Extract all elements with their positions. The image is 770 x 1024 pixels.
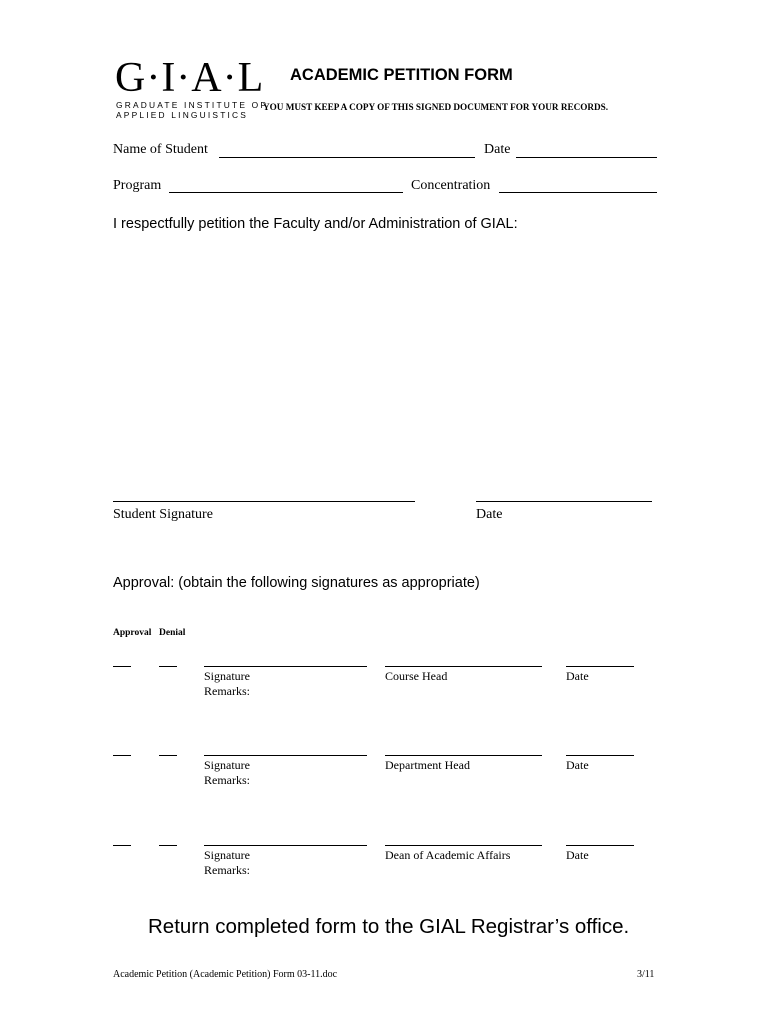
signature-line[interactable] xyxy=(204,845,367,846)
denial-column-header: Denial xyxy=(159,628,186,638)
approval-date-line[interactable] xyxy=(566,845,634,846)
date-label: Date xyxy=(484,142,511,157)
denial-checkbox-line[interactable] xyxy=(159,666,177,667)
approval-heading: Approval: (obtain the following signatures as appropriate) xyxy=(113,575,480,591)
approval-date-label: Date xyxy=(566,669,589,683)
petition-text-area[interactable] xyxy=(113,245,657,490)
student-name-field[interactable] xyxy=(219,157,475,158)
logo-subtitle-line1: GRADUATE INSTITUTE OF xyxy=(116,100,268,110)
signature-label: Signature xyxy=(204,669,250,683)
student-signature-label: Student Signature xyxy=(113,507,213,522)
denial-checkbox-line[interactable] xyxy=(159,845,177,846)
approval-column-header: Approval xyxy=(113,628,152,638)
remarks-label: Remarks: xyxy=(204,773,250,787)
student-date-line[interactable] xyxy=(476,501,652,502)
role-label: Dean of Academic Affairs xyxy=(385,848,511,862)
footer-filename: Academic Petition (Academic Petition) Form 03-11.doc xyxy=(113,969,338,980)
denial-checkbox-line[interactable] xyxy=(159,755,177,756)
student-name-label: Name of Student xyxy=(113,142,208,157)
signature-line[interactable] xyxy=(204,666,367,667)
approval-checkbox-line[interactable] xyxy=(113,755,131,756)
form-title: ACADEMIC PETITION FORM xyxy=(290,66,513,84)
petition-statement: I respectfully petition the Faculty and/or Administration of GIAL: xyxy=(113,216,518,232)
approval-date-label: Date xyxy=(566,758,589,772)
student-date-label: Date xyxy=(476,507,503,522)
signature-label: Signature xyxy=(204,758,250,772)
student-signature-line[interactable] xyxy=(113,501,415,502)
date-field[interactable] xyxy=(516,157,657,158)
program-field[interactable] xyxy=(169,192,403,193)
concentration-field[interactable] xyxy=(499,192,657,193)
logo-subtitle-line2: APPLIED LINGUISTICS xyxy=(116,110,249,120)
approval-checkbox-line[interactable] xyxy=(113,666,131,667)
approval-date-line[interactable] xyxy=(566,755,634,756)
gial-logo: G·I·A·L xyxy=(115,55,265,101)
role-signature-line[interactable] xyxy=(385,845,542,846)
signature-label: Signature xyxy=(204,848,250,862)
records-notice: YOU MUST KEEP A COPY OF THIS SIGNED DOCUMENT FOR YOUR RECORDS. xyxy=(263,102,609,112)
role-label: Department Head xyxy=(385,758,470,772)
return-instructions: Return completed form to the GIAL Registrar’s office. xyxy=(148,915,630,938)
role-label: Course Head xyxy=(385,669,448,683)
concentration-label: Concentration xyxy=(411,178,491,193)
approval-checkbox-line[interactable] xyxy=(113,845,131,846)
footer-version: 3/11 xyxy=(637,969,655,980)
role-signature-line[interactable] xyxy=(385,666,542,667)
remarks-label: Remarks: xyxy=(204,863,250,877)
approval-date-label: Date xyxy=(566,848,589,862)
role-signature-line[interactable] xyxy=(385,755,542,756)
approval-date-line[interactable] xyxy=(566,666,634,667)
signature-line[interactable] xyxy=(204,755,367,756)
program-label: Program xyxy=(113,178,162,193)
remarks-label: Remarks: xyxy=(204,684,250,698)
